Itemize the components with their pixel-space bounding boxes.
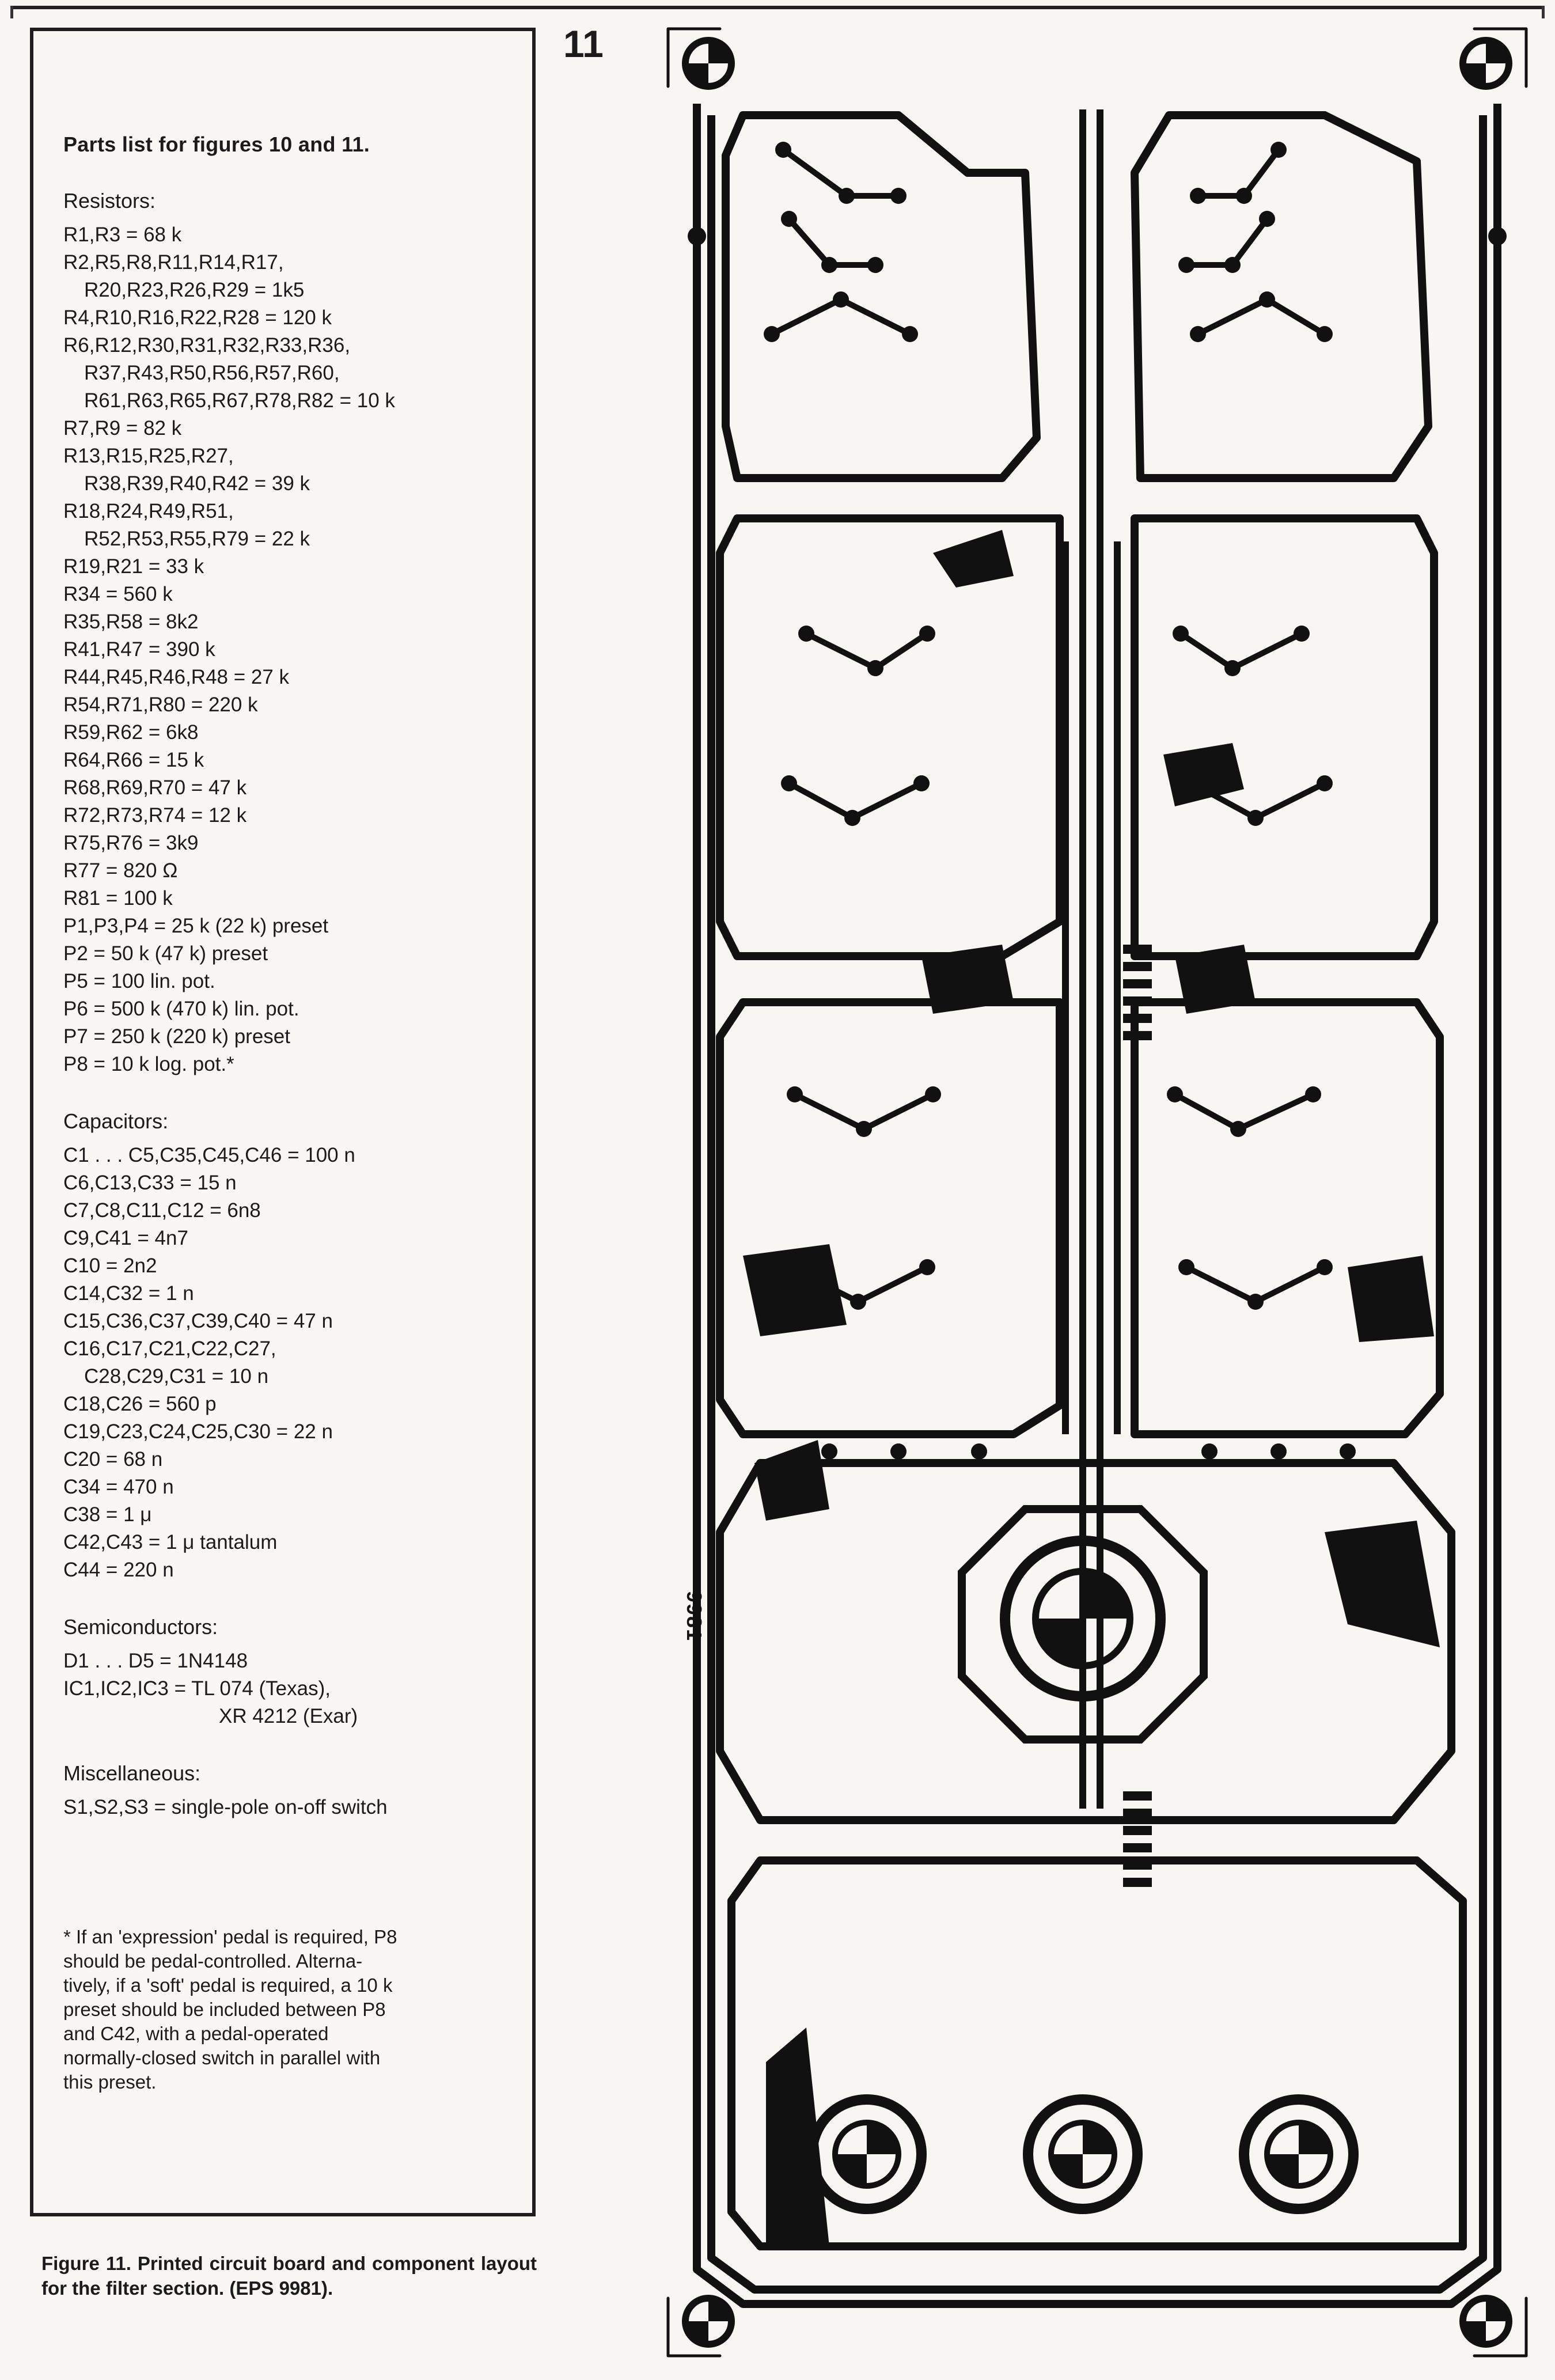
part-entry: R4,R10,R16,R22,R28 = 120 k (63, 306, 332, 329)
top-rule (10, 6, 1545, 9)
resistors-section (63, 189, 524, 1078)
section-title: Miscellaneous: (63, 1761, 201, 1785)
part-entry: P7 = 250 k (220 k) preset (63, 1025, 290, 1048)
pcb-code: 9981 (682, 1591, 706, 1642)
top-rule-tick (10, 6, 13, 18)
part-entry: D1 . . . D5 = 1N4148 (63, 1650, 248, 1672)
part-entry: R18,R24,R49,R51, (63, 500, 234, 522)
central-bus (1065, 109, 1117, 1809)
part-entry: C38 = 1 μ (63, 1503, 152, 1526)
section-title: Semiconductors: (63, 1615, 218, 1639)
part-entry: C19,C23,C24,C25,C30 = 22 n (63, 1420, 333, 1443)
part-entry: R54,R71,R80 = 220 k (63, 693, 258, 716)
part-entry: S1,S2,S3 = single-pole on-off switch (63, 1796, 388, 1818)
part-entry: R52,R53,R55,R79 = 22 k (84, 528, 310, 550)
part-entry: R44,R45,R46,R48 = 27 k (63, 666, 290, 688)
part-entry: C15,C36,C37,C39,C40 = 47 n (63, 1310, 333, 1332)
part-entry: C18,C26 = 560 p (63, 1393, 217, 1415)
part-entry: R37,R43,R50,R56,R57,R60, (84, 362, 340, 384)
part-entry: IC1,IC2,IC3 = TL 074 (Texas), (63, 1677, 331, 1700)
part-entry: C42,C43 = 1 μ tantalum (63, 1531, 278, 1553)
part-entry: R19,R21 = 33 k (63, 555, 204, 578)
part-entry: R1,R3 = 68 k (63, 223, 182, 246)
parts-list-box (30, 28, 536, 2216)
part-entry: C7,C8,C11,C12 = 6n8 (63, 1199, 261, 1222)
part-entry: R68,R69,R70 = 47 k (63, 776, 247, 799)
footnote-line: should be pedal-controlled. Alterna- (63, 1950, 363, 1972)
pcb-layout (657, 23, 1538, 2362)
part-entry: R59,R62 = 6k8 (63, 721, 199, 744)
part-entry: P8 = 10 k log. pot.* (63, 1053, 234, 1075)
part-entry: C34 = 470 n (63, 1476, 174, 1498)
footnote-line: preset should be included between P8 (63, 1999, 386, 2020)
part-entry: XR 4212 (Exar) (219, 1705, 358, 1727)
part-entry: R61,R63,R65,R67,R78,R82 = 10 k (84, 389, 395, 412)
copper-fill (743, 530, 1440, 2246)
part-entry: P6 = 500 k (470 k) lin. pot. (63, 998, 299, 1020)
part-entry: R35,R58 = 8k2 (63, 611, 199, 633)
part-entry: C1 . . . C5,C35,C45,C46 = 100 n (63, 1144, 355, 1166)
part-entry: R75,R76 = 3k9 (63, 832, 199, 854)
figure-caption: Figure 11. Printed circuit board and component layout for the filter section. (EPS 9981). (41, 2253, 537, 2299)
part-entry: C6,C13,C33 = 15 n (63, 1172, 237, 1194)
part-entry: C16,C17,C21,C22,C27, (63, 1337, 276, 1360)
semiconductors-section (63, 1615, 524, 1730)
section-title: Capacitors: (63, 1109, 169, 1133)
part-entry: R6,R12,R30,R31,R32,R33,R36, (63, 334, 351, 357)
miscellaneous-section (63, 1761, 524, 1821)
part-entry: C14,C32 = 1 n (63, 1282, 194, 1305)
top-rule-tick (1542, 6, 1545, 18)
part-entry: R7,R9 = 82 k (63, 417, 182, 439)
part-entry: R13,R15,R25,R27, (63, 445, 234, 467)
part-entry: P5 = 100 lin. pot. (63, 970, 215, 992)
part-entry: R72,R73,R74 = 12 k (63, 804, 247, 827)
potentiometer-bottom (812, 2099, 1353, 2209)
part-entry: R41,R47 = 390 k (63, 638, 215, 661)
part-entry: R38,R39,R40,R42 = 39 k (84, 472, 310, 495)
figure-number: 11 (563, 22, 604, 65)
part-entry: C28,C29,C31 = 10 n (84, 1365, 269, 1388)
part-entry: R81 = 100 k (63, 887, 173, 909)
part-entry: P2 = 50 k (47 k) preset (63, 942, 268, 965)
part-entry: R2,R5,R8,R11,R14,R17, (63, 251, 284, 274)
parts-list (63, 132, 524, 2094)
footnote-line: normally-closed switch in parallel with (63, 2047, 381, 2068)
footnote-line: and C42, with a pedal-operated (63, 2023, 329, 2044)
part-entry: R77 = 820 Ω (63, 859, 178, 882)
part-entry: P1,P3,P4 = 25 k (22 k) preset (63, 915, 329, 937)
part-entry: R34 = 560 k (63, 583, 173, 605)
footnote-line: tively, if a 'soft' pedal is required, a 10 k (63, 1975, 393, 1996)
part-entry: C10 = 2n2 (63, 1255, 157, 1277)
section-title: Resistors: (63, 189, 156, 213)
part-entry: C20 = 68 n (63, 1448, 163, 1471)
part-entry: C9,C41 = 4n7 (63, 1227, 188, 1249)
footnote-line: this preset. (63, 2071, 157, 2093)
capacitors-section (63, 1109, 524, 1584)
part-entry: R64,R66 = 15 k (63, 749, 204, 771)
parts-list-heading: Parts list for figures 10 and 11. (63, 132, 370, 156)
section-outline (720, 115, 1463, 2246)
part-entry: C44 = 220 n (63, 1559, 174, 1581)
part-entry: R20,R23,R26,R29 = 1k5 (84, 279, 305, 301)
footnote-line: * If an 'expression' pedal is required, P8 (63, 1926, 397, 1947)
footnote (63, 1925, 524, 2094)
